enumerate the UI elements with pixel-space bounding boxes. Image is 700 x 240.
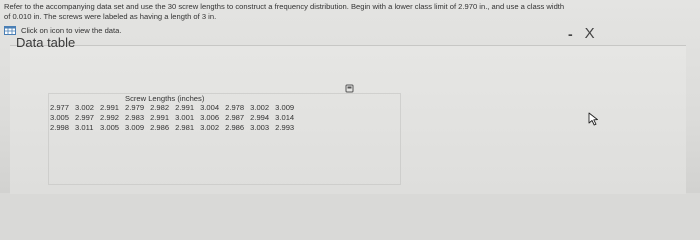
view-data-link[interactable] [4,26,121,35]
table-cell: 3.005 [50,113,70,122]
view-data-label[interactable]: Click on icon to view the data. [21,26,122,35]
table-row [50,123,297,133]
table-cell: 3.011 [75,123,94,132]
table-cell: 3.002 [75,103,95,112]
table-cell: 2.998 [50,123,70,132]
table-cell: 2.979 [125,103,145,112]
table-cell: 3.014 [275,113,295,122]
table-cell: 2.997 [75,113,95,122]
table-cell: 2.986 [225,123,245,132]
table-cell: 2.981 [175,123,195,132]
table-cell: 2.983 [125,113,145,122]
table-cell: 3.006 [200,113,220,122]
copy-data-icon[interactable] [345,84,354,93]
question-line-1: Refer to the accompanying data set and use the 30 screw lengths to construct a frequency distribution. Begin with a lower class limit of 2.970 in., and use a class width [4,2,565,11]
minimize-button[interactable]: - [568,26,573,42]
table-cell: 3.003 [250,123,270,132]
table-cell: 2.986 [150,123,170,132]
dialog-title: Data table [16,35,76,50]
table-cell: 2.992 [100,113,120,122]
table-cell: 2.978 [225,103,245,112]
table-row [50,113,297,123]
table-header: Screw Lengths (inches) [125,94,205,103]
question-line-2: of 0.010 in. The screws were labeled as having a length of 3 in. [4,12,217,21]
table-cell: 2.987 [225,113,245,122]
table-cell: 2.993 [275,123,295,132]
table-row [50,103,297,113]
table-cell: 2.991 [100,103,120,112]
close-button[interactable]: X [584,25,595,42]
table-cell: 2.991 [150,113,170,122]
table-cell: 3.005 [100,123,120,132]
question-text [4,2,694,22]
table-cell: 2.977 [50,103,70,112]
window-controls [568,27,595,41]
screw-lengths-table [50,103,297,133]
table-cell: 2.982 [150,103,170,112]
table-grid-icon[interactable] [4,26,16,35]
table-cell: 2.991 [175,103,195,112]
table-cell: 3.009 [275,103,295,112]
table-cell: 3.004 [200,103,220,112]
table-cell: 3.009 [125,123,145,132]
table-cell: 3.002 [200,123,220,132]
table-cell: 2.994 [250,113,270,122]
table-cell: 3.002 [250,103,270,112]
mouse-cursor-icon [588,112,600,126]
table-cell: 3.001 [175,113,195,122]
